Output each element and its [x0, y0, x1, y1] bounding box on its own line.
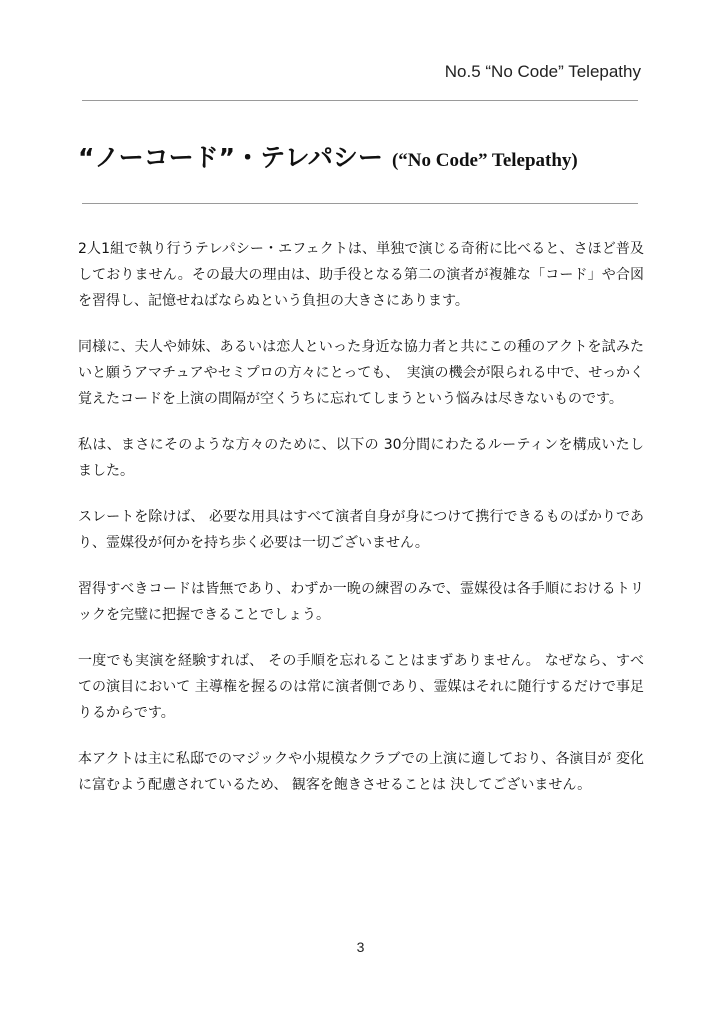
paragraph-3: 私は、まさにそのような方々のために、以下の 30分間にわたるルーティンを構成いたしました。: [78, 437, 644, 479]
running-header: No.5 “No Code” Telepathy: [444, 62, 641, 81]
top-divider: [82, 100, 638, 101]
page-number: 3: [356, 939, 365, 955]
paragraph-4: スレートを除けば、 必要な用具はすべて演者自身が身につけて携行できるものばかりであり、霊媒役が何かを持ち歩く必要は一切ございません。: [78, 509, 644, 551]
paragraph-6: 一度でも実演を経験すれば、 その手順を忘れることはまずありません。 なぜなら、すべての演目において 主導権を握るのは常に演者側であり、霊媒はそれに随行するだけで事足りるからです。: [78, 653, 644, 721]
title-japanese: “ノーコード”・テレパシー: [78, 143, 383, 172]
title-divider: [82, 203, 638, 204]
page-title: [78, 138, 658, 174]
paragraph-5: 習得すべきコードは皆無であり、わずか一晩の練習のみで、霊媒役は各手順におけるトリックを完璧に把握できることでしょう。: [78, 581, 644, 623]
paragraph-7: 本アクトは主に私邸でのマジックや小規模なクラブでの上演に適しており、各演目が 変化に富むよう配慮されているため、 観客を飽きさせることは 決してございません。: [78, 751, 644, 793]
body-text: [78, 236, 644, 818]
paragraph-1: 2人1組で執り行うテレパシー・エフェクトは、単独で演じる奇術に比べると、さほど普及しておりません。その最大の理由は、助手役となる第二の演者が複雑な「コード」や合図を習得し、記憶せねばならぬという負担の大きさにあります。: [78, 241, 644, 309]
paragraph-2: 同様に、夫人や姉妹、あるいは恋人といった身近な協力者と共にこの種のアクトを試みたいと願うアマチュアやセミプロの方々にとっても、 実演の機会が限られる中で、せっかく覚えたコードを上演の間隔が空くうちに忘れてしまうという悩みは尽きないものです。: [78, 339, 644, 407]
title-english: (“No Code” Telepathy): [391, 150, 578, 171]
